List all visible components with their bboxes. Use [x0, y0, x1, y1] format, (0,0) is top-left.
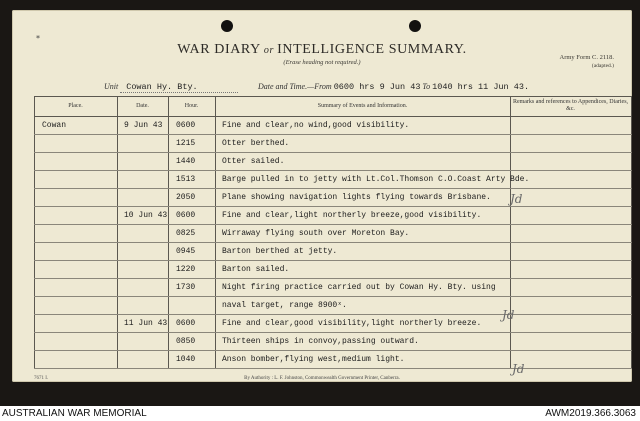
punch-hole: [221, 20, 233, 32]
row-event: Anson bomber,flying west,medium light.: [222, 355, 405, 364]
row-event: Barton berthed at jetty.: [222, 247, 338, 256]
date-time-label: Date and Time.—From: [258, 82, 332, 91]
row-rule: [34, 368, 632, 369]
row-hour: 0825: [176, 229, 196, 238]
row-hour: 0600: [176, 121, 196, 130]
row-date: 11 Jun 43: [124, 319, 168, 328]
row-rule: [34, 224, 632, 225]
row-rule: [34, 278, 632, 279]
caption-institution: AUSTRALIAN WAR MEMORIAL: [2, 408, 147, 419]
row-hour: 0850: [176, 337, 196, 346]
row-event: Thirteen ships in convoy,passing outward.: [222, 337, 419, 346]
date-time-line: [258, 82, 529, 92]
row-date: 10 Jun 43: [124, 211, 168, 220]
unit-label: Unit: [104, 82, 119, 91]
caption-accession: AWM2019.366.3063: [545, 408, 636, 419]
form-number-sub: (adapted.): [591, 63, 614, 69]
row-hour: 0600: [176, 211, 196, 220]
row-event: Barton sailed.: [222, 265, 290, 274]
header-date: Date.: [136, 102, 149, 109]
column-rule: [510, 96, 511, 368]
row-rule: [34, 350, 632, 351]
to-value: 1040 hrs 11 Jun 43.: [432, 82, 530, 92]
row-rule: [34, 260, 632, 261]
row-hour: 2050: [176, 193, 196, 202]
war-diary-sheet: [12, 10, 632, 382]
column-rule: [215, 96, 216, 368]
row-place: Cowan: [42, 121, 67, 130]
row-rule: [34, 242, 632, 243]
row-event: Night firing practice carried out by Cowan Hy. Bty. using: [222, 283, 496, 292]
form-subtitle: (Erase heading not required.): [283, 59, 361, 66]
row-hour: 1215: [176, 139, 196, 148]
row-date: 9 Jun 43: [124, 121, 163, 130]
header-place: Place.: [68, 102, 83, 109]
row-hour: 0945: [176, 247, 196, 256]
to-label: To: [422, 82, 431, 91]
row-event: Plane showing navigation lights flying towards Brisbane.: [222, 193, 491, 202]
handwritten-initials: Jd: [512, 362, 525, 376]
column-rule: [168, 96, 169, 368]
row-rule: [34, 152, 632, 153]
row-event: Fine and clear,no wind,good visibility.: [222, 121, 410, 130]
row-rule: [34, 332, 632, 333]
row-event: Fine and clear,light northerly breeze,good visibility.: [222, 211, 482, 220]
handwritten-initials: Jd: [510, 192, 523, 206]
row-event: Fine and clear,good visibility,light northerly breeze.: [222, 319, 482, 328]
form-number-text: Army Form C. 2118.: [559, 54, 614, 61]
row-rule: [34, 188, 632, 189]
row-event: Otter berthed.: [222, 139, 290, 148]
row-event: Otter sailed.: [222, 157, 285, 166]
row-hour: 0600: [176, 319, 196, 328]
footer-authority: By Authority : L. F. Johnston, Commonwealth Government Printer, Canberra.: [244, 376, 400, 381]
row-event: naval target, range 8900ˣ.: [222, 301, 347, 310]
row-rule: [34, 206, 632, 207]
row-hour: 1220: [176, 265, 196, 274]
punch-hole: [409, 20, 421, 32]
row-hour: 1730: [176, 283, 196, 292]
row-rule: [34, 170, 632, 171]
unit-line: [104, 82, 238, 93]
row-hour: 1040: [176, 355, 196, 364]
title-war-diary: WAR DIARY: [177, 42, 261, 57]
column-rule: [117, 96, 118, 368]
row-rule: [34, 134, 632, 135]
column-rule: [34, 96, 35, 368]
row-rule: [34, 296, 632, 297]
unit-value: Cowan Hy. Bty.: [126, 82, 198, 92]
pencil-mark: *: [36, 34, 40, 43]
column-rule: [631, 96, 632, 368]
table-rule: [34, 116, 632, 117]
title-intelligence-summary: INTELLIGENCE SUMMARY.: [277, 42, 467, 57]
row-rule: [34, 314, 632, 315]
footer-code: 7671 I.: [34, 376, 49, 381]
row-event: Barge pulled in to jetty with Lt.Col.Thomson C.O.Coast Arty Bde.: [222, 175, 530, 184]
row-hour: 1513: [176, 175, 196, 184]
row-event: Wirraway flying south over Moreton Bay.: [222, 229, 410, 238]
army-form-number: [534, 54, 614, 70]
header-hour: Hour.: [184, 102, 199, 109]
header-summary: Summary of Events and Information.: [317, 102, 408, 109]
title-or: or: [260, 45, 278, 56]
handwritten-initials: Jd: [502, 308, 515, 322]
header-remarks: Remarks and references to Appendices, Diaries, &c.: [512, 99, 629, 112]
from-value: 0600 hrs 9 Jun 43: [333, 82, 421, 92]
row-hour: 1440: [176, 157, 196, 166]
